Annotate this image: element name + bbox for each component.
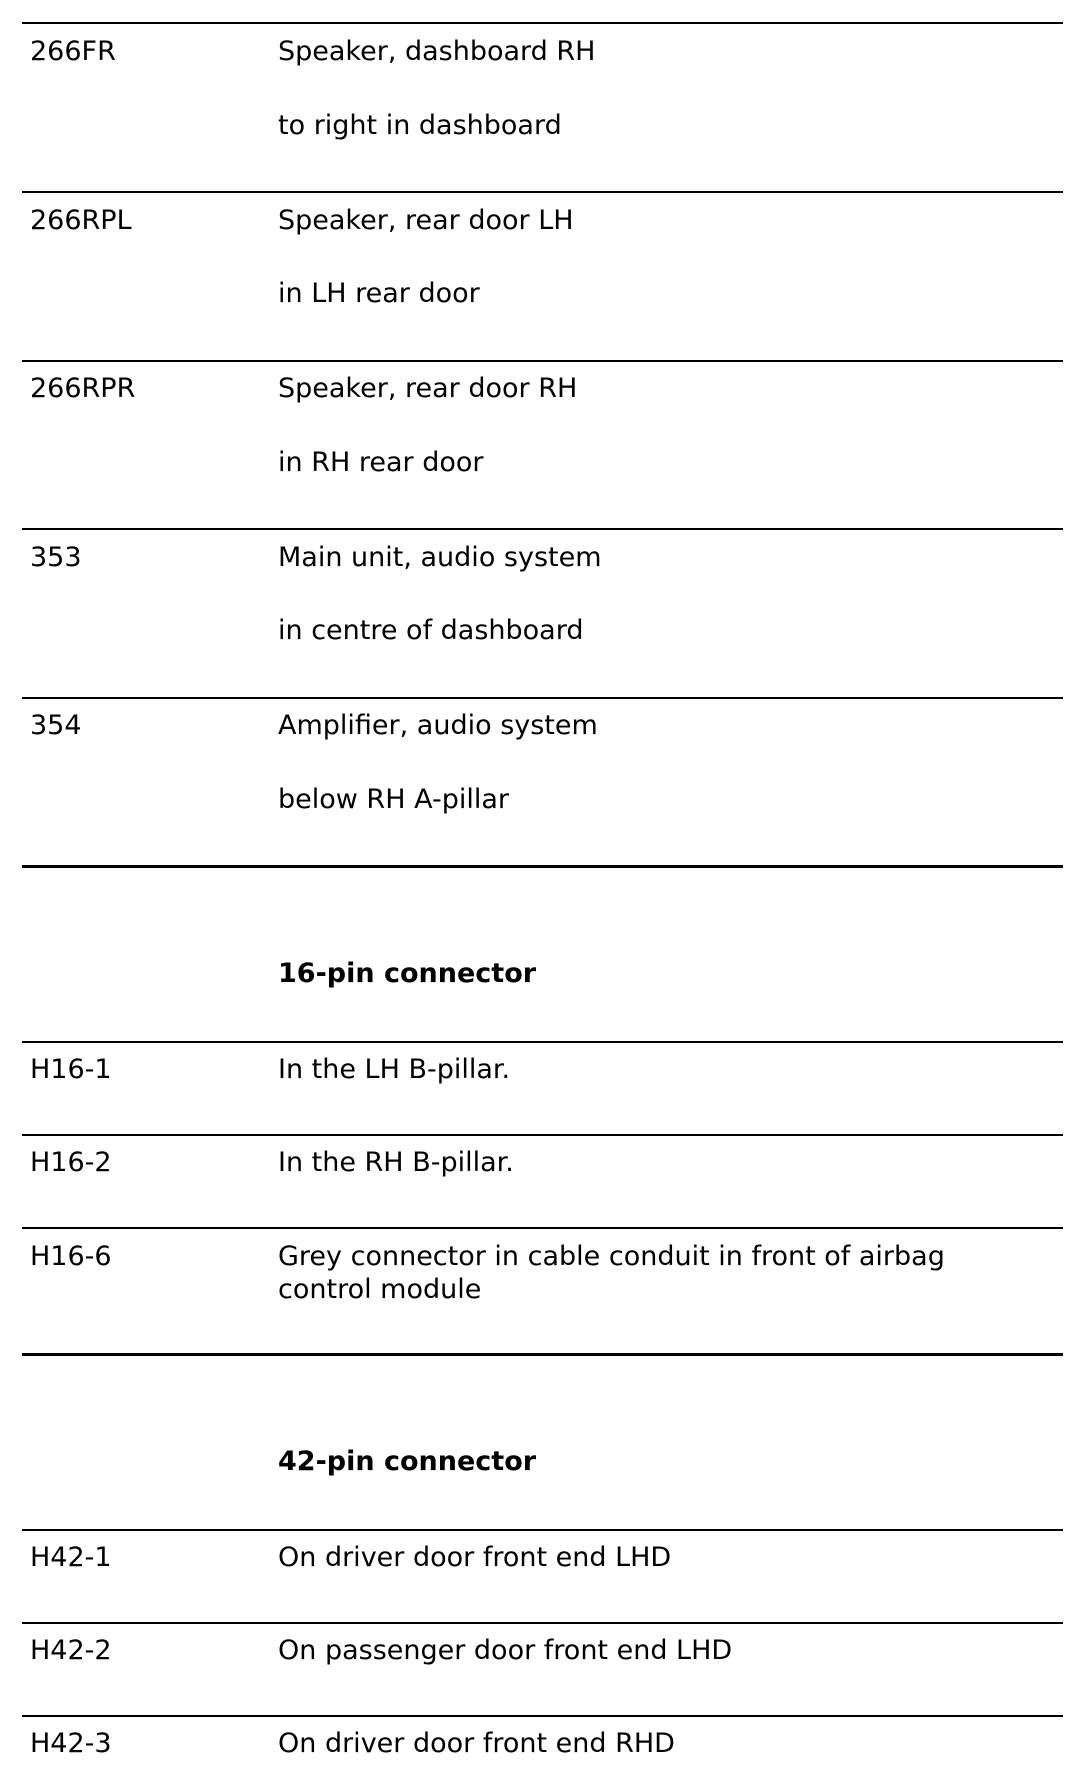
component-name: Speaker, rear door RH [278,373,578,404]
component-location: below RH A-pillar [278,784,509,815]
component-code: 266RPL [30,205,132,236]
connector-location: In the RH B-pillar. [278,1147,514,1178]
row-divider [22,1227,1063,1229]
connector-location: On driver door front end RHD [278,1728,675,1759]
component-code: 353 [30,542,82,573]
component-name: Speaker, rear door LH [278,205,574,236]
component-location: in LH rear door [278,278,480,309]
section-heading-42-pin: 42-pin connector [278,1446,537,1477]
connector-location: On passenger door front end LHD [278,1635,733,1666]
component-code: 266FR [30,36,116,67]
connector-code: H42-1 [30,1542,112,1573]
connector-code: H42-3 [30,1728,112,1759]
connector-location: In the LH B-pillar. [278,1054,511,1085]
section-heading-16-pin: 16-pin connector [278,958,537,989]
component-name: Main unit, audio system [278,542,602,573]
table-end-rule [22,865,1063,868]
component-name: Amplifier, audio system [278,710,598,741]
row-divider [22,1134,1063,1136]
row-divider [22,1715,1063,1717]
row-divider [22,528,1063,530]
connector-location-line-1: Grey connector in cable conduit in front of airbag [278,1241,945,1272]
connector-code: H16-2 [30,1147,112,1178]
component-location: to right in dashboard [278,110,562,141]
component-name: Speaker, dashboard RH [278,36,596,67]
row-divider [22,697,1063,699]
table-end-rule [22,1353,1063,1356]
connector-location-line-2: control module [278,1274,482,1305]
row-divider [22,1529,1063,1531]
component-location: in centre of dashboard [278,615,584,646]
component-location: in RH rear door [278,447,484,478]
component-code: 266RPR [30,373,136,404]
row-divider [22,22,1063,24]
connector-code: H16-6 [30,1241,112,1272]
connector-code: H16-1 [30,1054,112,1085]
connector-location: On driver door front end LHD [278,1542,672,1573]
row-divider [22,191,1063,193]
row-divider [22,360,1063,362]
row-divider [22,1041,1063,1043]
component-code: 354 [30,710,82,741]
row-divider [22,1622,1063,1624]
connector-code: H42-2 [30,1635,112,1666]
